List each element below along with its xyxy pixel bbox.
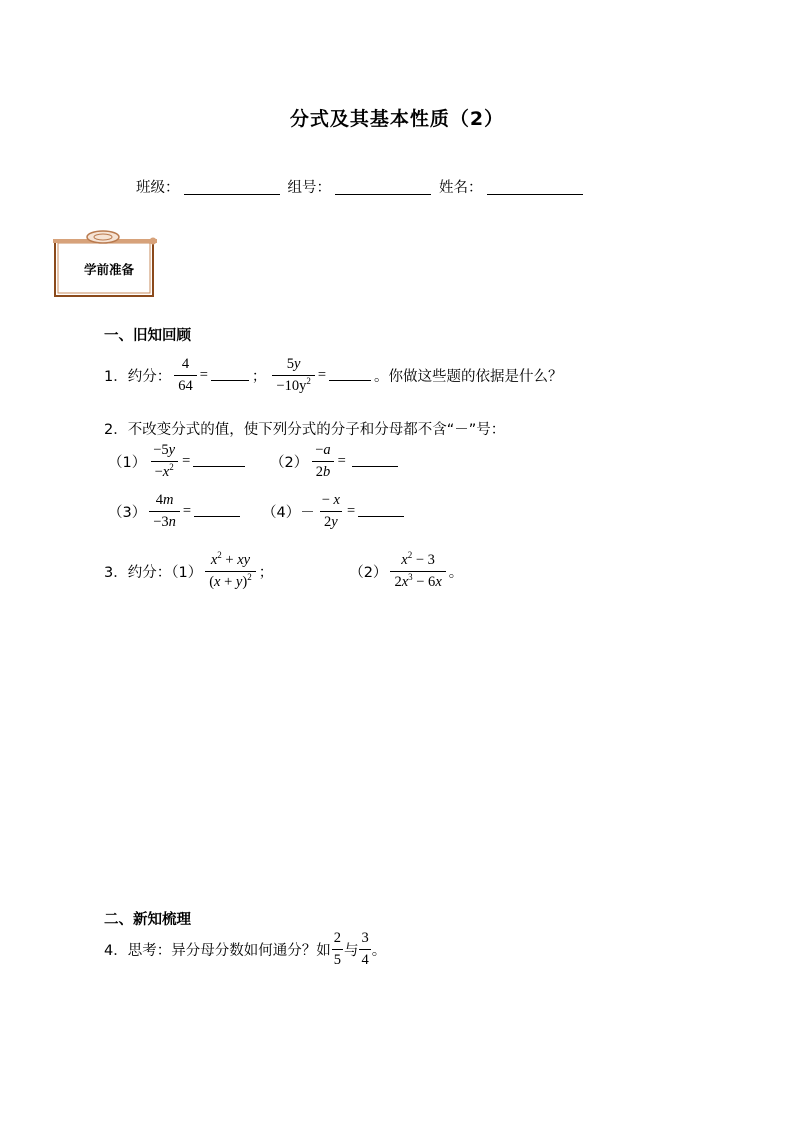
name-label: 姓名：: [439, 180, 483, 196]
class-blank[interactable]: [184, 180, 280, 195]
student-info-row: [136, 176, 591, 197]
q2-part-2: （2） $\frac{-a}{2b}$ =: [270, 442, 401, 481]
q2-part-4-label: （4）: [262, 505, 301, 521]
q2-fraction-4: $\frac{- x}{2y}$: [321, 492, 340, 530]
section-heading-review: 一、旧知回顾: [104, 328, 191, 344]
question-3: [104, 552, 463, 591]
q1-answer-blank-1[interactable]: [211, 366, 249, 381]
q2-fraction-2: $\frac{-a}{2b}$: [311, 442, 334, 481]
question-4: [104, 930, 386, 969]
q1-lead: 1．约分：: [104, 369, 172, 385]
q1-fraction-2: $\frac{5y}{-10y^2}$: [272, 356, 314, 395]
q3-fraction-1: $\frac{x^2 + xy}{(x + y)^2}$: [205, 552, 256, 591]
q2-prompt: 2．不改变分式的值，使下列分式的分子和分母都不含“－”号：: [104, 422, 506, 438]
q2-part-1: （1） $\frac{-5y}{-x^2}$ =: [108, 442, 248, 481]
q2-part-2-label: （2）: [270, 455, 309, 471]
q1-separator: ；: [251, 369, 267, 385]
q2-answer-blank-1[interactable]: [193, 452, 245, 467]
prep-badge: [53, 228, 157, 298]
q4-end: 。: [371, 943, 387, 959]
q1-fraction-1: $\frac{4}{64}$: [174, 356, 197, 395]
q4-fraction-1: $\frac{2}{5}$: [333, 930, 341, 968]
q4-connector: 与: [343, 943, 359, 959]
name-blank[interactable]: [487, 180, 583, 195]
section-heading-new: 二、新知梳理: [104, 912, 191, 928]
group-blank[interactable]: [335, 180, 431, 195]
q2-answer-blank-4[interactable]: [358, 502, 404, 517]
q3-fraction-2: $\frac{x^2 - 3}{2x^3 - 6x}$: [390, 552, 445, 591]
q2-part-3-label: （3）: [108, 505, 147, 521]
q3-lead: 3．约分：（1）: [104, 565, 203, 581]
q2-answer-blank-3[interactable]: [194, 502, 240, 517]
q2-answer-blank-2[interactable]: [352, 452, 398, 467]
q3-end: 。: [448, 565, 464, 581]
q2-fraction-1: $\frac{-5y}{-x^2}$: [149, 442, 179, 481]
prep-badge-label: 学前准备: [83, 262, 134, 277]
question-1: 1．约分： $\frac{4}{64}$ = ； $\frac{5y}{-10y^2}$ = 。你做这些题的依据是什么？: [104, 356, 563, 394]
q3-part-2-label: （2）: [349, 565, 388, 581]
q4-fraction-2: $\frac{3}{4}$: [361, 930, 369, 968]
q2-part-4: （4） － $\frac{- x}{2y}$ =: [262, 492, 407, 531]
q2-part-1-label: （1）: [108, 455, 147, 471]
q1-question: 。你做这些题的依据是什么？: [374, 369, 563, 385]
q2-fraction-3: $\frac{4m}{-3n}$: [149, 492, 180, 531]
page-title: 分式及其基本性质（2）: [289, 108, 505, 130]
q2-part-3: （3） $\frac{4m}{-3n}$ =: [108, 492, 243, 531]
q1-answer-blank-2[interactable]: [329, 366, 371, 381]
group-label: 组号：: [287, 180, 331, 196]
q2-part-4-sign: －: [300, 505, 315, 521]
q3-separator: ；: [258, 565, 274, 581]
q4-lead: 4．思考：异分母分数如何通分？如: [104, 943, 331, 959]
class-label: 班级：: [136, 180, 180, 196]
